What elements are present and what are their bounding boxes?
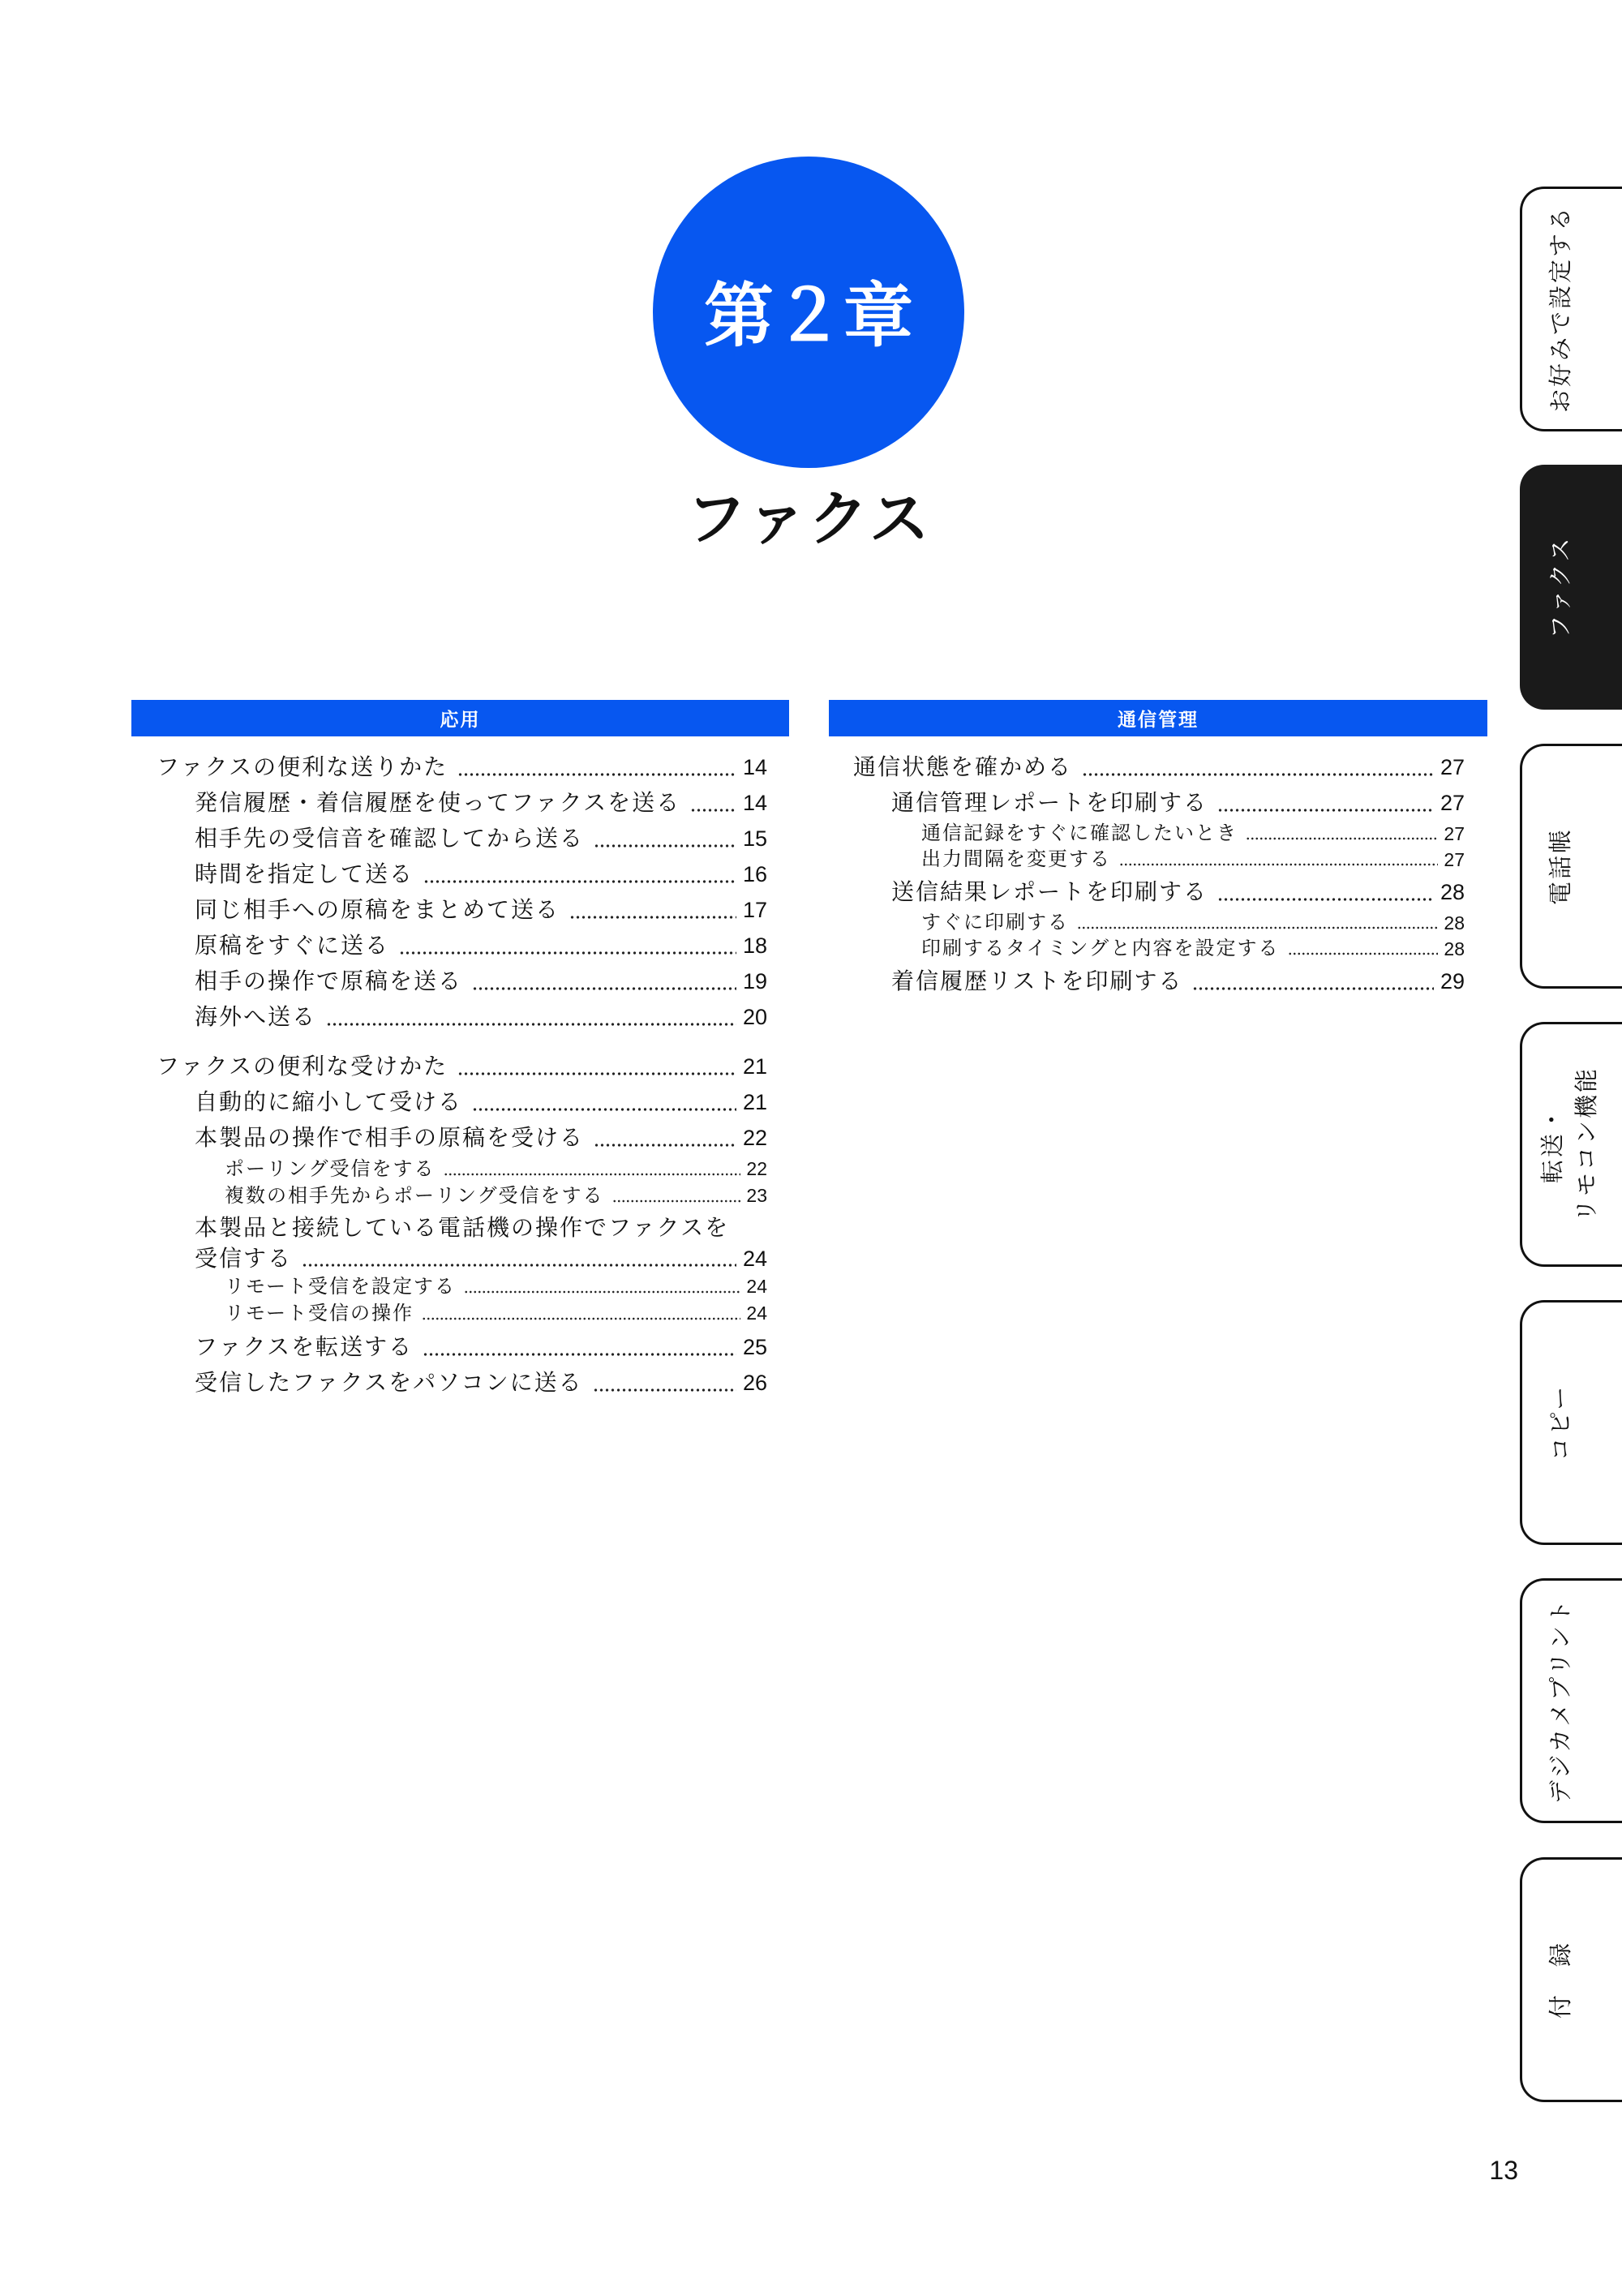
toc-subentry-page: 23 <box>746 1185 767 1206</box>
chapter-badge <box>653 157 964 468</box>
toc-subentries <box>853 821 1465 874</box>
section-header-left: 応用 <box>131 700 789 736</box>
dot-leader <box>326 1023 736 1026</box>
toc-entry-page: 28 <box>1440 880 1465 904</box>
toc-subentry[interactable] <box>853 936 1465 962</box>
toc-entry-title: 原稿をすぐに送る <box>195 933 390 958</box>
toc-entry[interactable] <box>157 1329 767 1365</box>
toc-entry-title-line <box>157 1244 767 1273</box>
toc-entry-page: 26 <box>742 1371 767 1395</box>
tab-label: デジカメプリント <box>1548 1597 1574 1805</box>
toc-entry-title: ファクスを転送する <box>195 1334 414 1359</box>
dot-leader <box>1288 952 1439 955</box>
toc-entry-title: 本製品と接続している電話機の操作でファクスを <box>195 1215 730 1240</box>
toc-subentry[interactable] <box>157 1182 767 1209</box>
toc-entry-page: 29 <box>1440 969 1465 994</box>
toc-entry[interactable] <box>157 785 767 821</box>
toc-entry[interactable] <box>157 1212 767 1273</box>
toc-entry-title: 発信履歴・着信履歴を使ってファクスを送る <box>195 790 681 815</box>
toc-entry[interactable] <box>157 892 767 928</box>
toc-entry-title: 本製品の操作で相手の原稿を受ける <box>195 1125 585 1150</box>
dot-leader <box>302 1264 736 1267</box>
dot-leader <box>472 987 736 990</box>
toc-entry[interactable] <box>157 1084 767 1120</box>
toc-entry-page: 24 <box>742 1247 767 1271</box>
toc-entry-page: 22 <box>742 1126 767 1150</box>
dot-leader <box>690 809 736 812</box>
dot-leader <box>569 916 736 919</box>
dot-leader <box>422 1317 740 1320</box>
toc-subentry[interactable] <box>853 821 1465 847</box>
dot-leader <box>1217 809 1434 812</box>
dot-leader <box>444 1173 741 1176</box>
dot-leader <box>1077 926 1438 929</box>
toc-group <box>157 749 767 1035</box>
toc-subentry-page: 28 <box>1444 938 1465 959</box>
tab-label: コピー <box>1548 1384 1574 1461</box>
tab-photo-print[interactable] <box>1520 1578 1622 1823</box>
toc-entry-title: 通信管理レポートを印刷する <box>891 790 1208 815</box>
tab-label: 付 録 <box>1548 1940 1574 2019</box>
toc-column-left <box>157 749 767 1401</box>
toc-subentry-page: 27 <box>1444 823 1465 844</box>
toc-subentries <box>157 1273 767 1329</box>
chapter-title: ファクス <box>686 485 931 552</box>
toc-entry[interactable] <box>157 963 767 999</box>
toc-subentry-title: リモート受信を設定する <box>225 1276 457 1298</box>
toc-subentry-title: 出力間隔を変更する <box>921 848 1111 870</box>
toc-entry-page: 21 <box>742 1054 767 1079</box>
dot-leader <box>1217 898 1434 901</box>
tab-label-line: 転送・ <box>1540 1105 1566 1184</box>
toc-entry-page: 17 <box>742 898 767 922</box>
toc-subentry-title: 印刷するタイミングと内容を設定する <box>921 938 1280 959</box>
section-header-right: 通信管理 <box>829 700 1487 736</box>
tab-label: お好みで設定する <box>1548 204 1574 414</box>
dot-leader <box>594 844 736 848</box>
toc-entry-title: 相手の操作で原稿を送る <box>195 968 463 994</box>
toc-entry-page: 19 <box>742 969 767 994</box>
toc-entry-title: 海外へ送る <box>195 1004 317 1029</box>
page-number: 13 <box>1489 2156 1518 2185</box>
toc-entry-page: 20 <box>742 1005 767 1029</box>
tab-appendix[interactable] <box>1520 1857 1622 2102</box>
toc-entry[interactable] <box>853 874 1465 910</box>
toc-entry-title: 時間を指定して送る <box>195 861 414 886</box>
dot-leader <box>423 1353 736 1356</box>
toc-entry-title: ファクスの便利な受けかた <box>157 1054 448 1079</box>
dot-leader <box>472 1108 736 1111</box>
toc-subentry[interactable] <box>157 1156 767 1182</box>
chapter-number: 第２章 <box>704 277 913 355</box>
toc-subentry-title: 複数の相手先からポーリング受信をする <box>225 1185 604 1207</box>
tab-fax[interactable] <box>1520 465 1622 710</box>
toc-subentry[interactable] <box>157 1300 767 1327</box>
toc-subentry-page: 27 <box>1444 849 1465 870</box>
toc-entry-title: 通信状態を確かめる <box>853 754 1073 779</box>
toc-entry-title-line <box>157 1212 767 1244</box>
toc-subentry[interactable] <box>157 1273 767 1300</box>
toc-entry-page: 27 <box>1440 755 1465 779</box>
toc-group <box>853 749 1465 999</box>
toc-entry-page: 25 <box>742 1335 767 1359</box>
toc-column-right <box>853 749 1465 999</box>
toc-subentry-page: 22 <box>746 1158 767 1179</box>
toc-subentry[interactable] <box>853 847 1465 873</box>
dot-leader <box>423 880 736 883</box>
toc-entry-page: 21 <box>742 1090 767 1114</box>
toc-entry[interactable] <box>157 1120 767 1156</box>
dot-leader <box>593 1388 736 1392</box>
tab-label: 電話帳 <box>1548 826 1574 906</box>
dot-leader <box>1192 987 1434 990</box>
tab-label <box>1536 1066 1604 1222</box>
toc-subentry-page: 24 <box>746 1302 767 1324</box>
toc-subentry-title: すぐに印刷する <box>921 912 1069 933</box>
toc-subentry-title: ポーリング受信をする <box>225 1158 436 1180</box>
toc-entry[interactable] <box>157 1049 767 1084</box>
dot-leader <box>399 951 736 955</box>
toc-entry-title: 着信履歴リストを印刷する <box>891 968 1183 994</box>
toc-entry-title: 受信したファクスをパソコンに送る <box>195 1370 583 1395</box>
tab-phonebook[interactable] <box>1520 744 1622 989</box>
tab-label-line: リモコン機能 <box>1574 1066 1600 1223</box>
toc-entry-title: 自動的に縮小して受ける <box>195 1089 463 1114</box>
dot-leader <box>457 773 736 776</box>
tab-preferences[interactable] <box>1520 187 1622 431</box>
toc-entry-title: 送信結果レポートを印刷する <box>891 879 1208 904</box>
dot-leader <box>1246 837 1438 840</box>
toc-entry-title: ファクスの便利な送りかた <box>157 754 448 779</box>
toc-entry-page: 14 <box>742 791 767 815</box>
toc-entry[interactable] <box>157 856 767 892</box>
toc-entry[interactable] <box>157 928 767 963</box>
toc-subentries <box>853 910 1465 963</box>
toc-entry[interactable] <box>853 749 1465 785</box>
toc-entry[interactable] <box>157 749 767 785</box>
toc-entry-title: 相手先の受信音を確認してから送る <box>195 826 585 851</box>
toc-subentry[interactable] <box>853 910 1465 936</box>
dot-leader <box>457 1072 736 1075</box>
toc-subentries <box>157 1156 767 1212</box>
tab-label: ファクス <box>1548 535 1574 639</box>
toc-entry-title: 同じ相手への原稿をまとめて送る <box>195 897 560 922</box>
tab-copy[interactable] <box>1520 1300 1622 1545</box>
toc-entry[interactable] <box>157 999 767 1035</box>
dot-leader <box>1082 773 1434 776</box>
dot-leader <box>464 1290 740 1294</box>
toc-entry[interactable] <box>157 1365 767 1401</box>
toc-entry-page: 27 <box>1440 791 1465 815</box>
toc-entry[interactable] <box>853 785 1465 821</box>
toc-entry-page: 14 <box>742 755 767 779</box>
toc-entry-page: 18 <box>742 933 767 958</box>
toc-subentry-title: 通信記録をすぐに確認したいとき <box>921 822 1238 844</box>
toc-subentry-title: リモート受信の操作 <box>225 1302 414 1324</box>
toc-entry-title: 受信する <box>195 1246 293 1271</box>
tab-forwarding-remote[interactable] <box>1520 1022 1622 1267</box>
toc-entry[interactable] <box>157 821 767 856</box>
toc-entry[interactable] <box>853 963 1465 999</box>
toc-subentry-page: 28 <box>1444 912 1465 933</box>
toc-entry-page: 16 <box>742 862 767 886</box>
dot-leader <box>612 1199 741 1203</box>
toc-entry-page: 15 <box>742 826 767 851</box>
toc-subentry-page: 24 <box>746 1276 767 1297</box>
dot-leader <box>594 1144 736 1147</box>
dot-leader <box>1119 863 1438 866</box>
toc-group <box>157 1049 767 1401</box>
